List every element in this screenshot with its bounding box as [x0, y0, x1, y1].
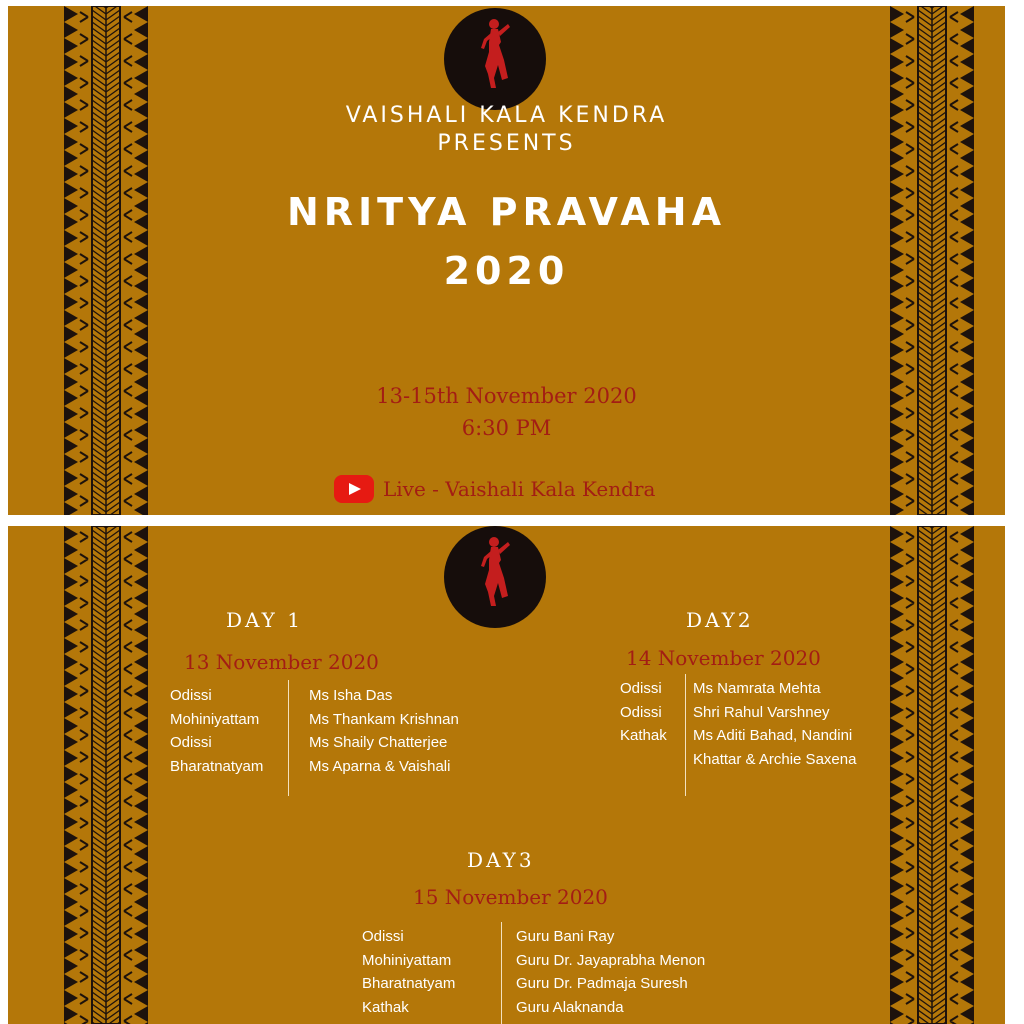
right-tribal-border [890, 526, 974, 1024]
artist-name: Ms Thankam Krishnan [309, 710, 459, 728]
dance-style: Mohiniyattam [362, 951, 452, 969]
day2-date: 14 November 2020 [626, 646, 821, 670]
artist-name: Guru Bani Ray [516, 928, 615, 945]
artist-name: Ms Namrata Mehta [693, 680, 821, 697]
artist-name: Ms Shaily Chatterjee [309, 734, 448, 751]
day2-dance-list [620, 677, 667, 748]
title-poster-panel [8, 6, 1005, 515]
artist-name: Guru Alaknanda [516, 998, 624, 1016]
dance-style: Kathak [362, 998, 409, 1016]
dancer-logo-icon [444, 526, 546, 628]
dance-style: Kathak [620, 727, 667, 744]
left-tribal-border [64, 526, 148, 1024]
artist-name: Guru Dr. Padmaja Suresh [516, 975, 688, 992]
day2-heading: DAY2 [686, 608, 754, 632]
dancer-logo-icon [444, 8, 546, 110]
artist-name: Ms Isha Das [309, 687, 393, 704]
day3-divider [501, 922, 502, 1024]
dance-style: Odissi [170, 734, 212, 751]
presents-label: PRESENTS [437, 131, 576, 156]
day1-dance-list [170, 684, 263, 778]
artist-name: Ms Aditi Bahad, Nandini [693, 727, 853, 744]
dance-style: Odissi [362, 928, 404, 945]
event-time: 6:30 PM [461, 416, 552, 440]
day1-heading: DAY 1 [226, 608, 303, 632]
live-stream-label: Live - Vaishali Kala Kendra [383, 477, 656, 501]
dance-style: Bharatnatyam [170, 757, 264, 775]
schedule-panel [8, 526, 1005, 1024]
dance-style: Odissi [620, 703, 662, 721]
day1-divider [288, 680, 289, 796]
day3-date: 15 November 2020 [413, 885, 608, 909]
day1-date: 13 November 2020 [184, 650, 379, 674]
dance-style: Mohiniyattam [170, 710, 260, 728]
day1-artist-list [309, 684, 459, 778]
artist-name: Guru Dr. Jayaprabha Menon [516, 951, 706, 969]
event-dates: 13-15th November 2020 [376, 384, 637, 408]
day2-divider [685, 674, 686, 796]
artist-name: Ms Aparna & Vaishali [309, 757, 451, 775]
artist-name: Shri Rahul Varshney [693, 703, 830, 721]
presenter-name: VAISHALI KALA KENDRA [345, 103, 668, 128]
live-stream-link[interactable] [334, 474, 655, 504]
dance-style: Bharatnatyam [362, 975, 456, 992]
dance-style: Odissi [620, 680, 662, 697]
day3-dance-list [362, 925, 455, 1019]
day3-heading: DAY3 [467, 848, 535, 872]
event-year: 2020 [443, 249, 570, 293]
youtube-icon [334, 475, 374, 503]
day2-artist-list [693, 677, 856, 771]
dance-style: Odissi [170, 687, 212, 704]
day3-artist-list [516, 925, 705, 1019]
event-title: NRITYA PRAVAHA [286, 190, 727, 234]
artist-name: Khattar & Archie Saxena [693, 750, 857, 768]
